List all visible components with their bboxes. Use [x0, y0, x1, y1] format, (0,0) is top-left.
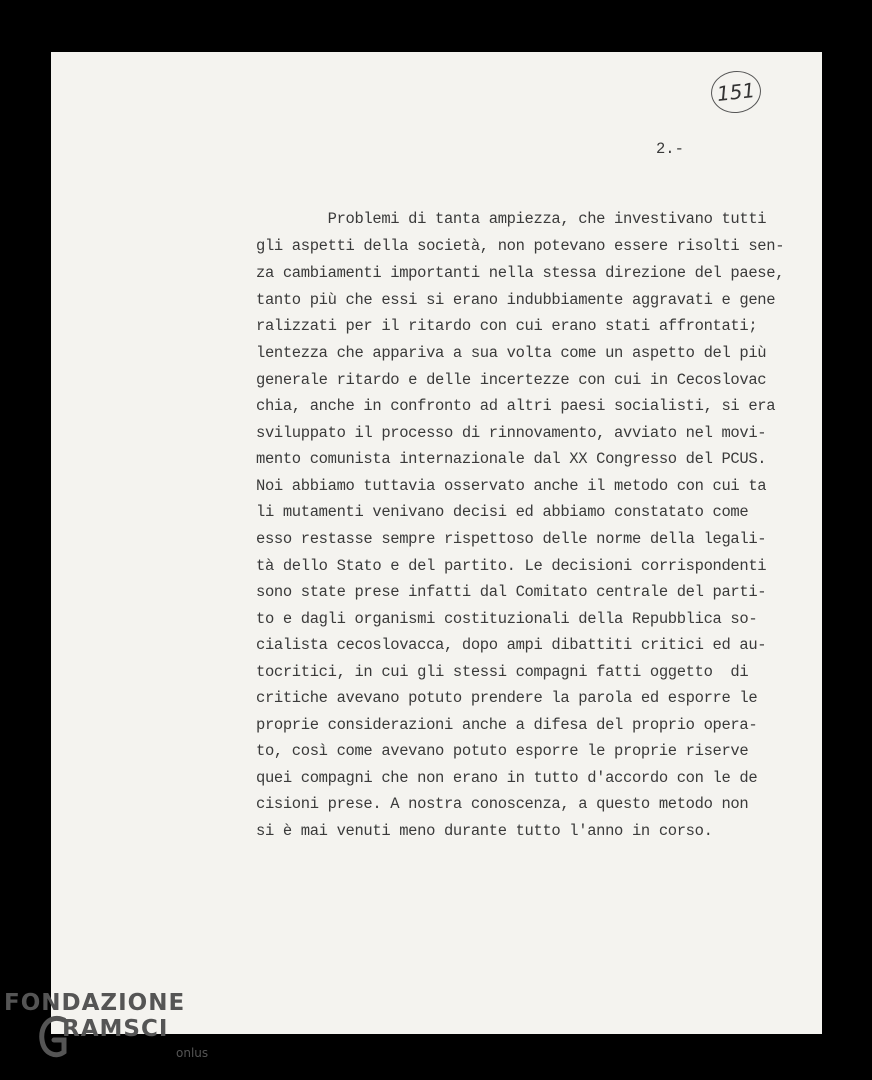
watermark-subtitle: onlus: [176, 1046, 209, 1060]
watermark-line2: RAMSCI: [62, 1016, 169, 1042]
text-line: li mutamenti venivano decisi ed abbiamo constatato come: [256, 503, 749, 521]
watermark-line1: FONDAZIONE: [4, 990, 186, 1016]
text-line: esso restasse sempre rispettoso delle norme della legali-: [256, 530, 767, 548]
text-line: gli aspetti della società, non potevano essere risolti sen-: [256, 237, 785, 255]
page-number: 2.-: [656, 140, 684, 158]
text-line: si è mai venuti meno durante tutto l'anno in corso.: [256, 822, 713, 840]
text-line: cialista cecoslovacca, dopo ampi dibattiti critici ed au-: [256, 636, 767, 654]
text-line: generale ritardo e delle incertezze con cui in Cecoslovac: [256, 371, 767, 389]
text-line: tocritici, in cui gli stessi compagni fatti oggetto di: [256, 663, 749, 681]
text-line: ralizzati per il ritardo con cui erano stati affrontati;: [256, 317, 758, 335]
text-line: critiche avevano potuto prendere la parola ed esporre le: [256, 689, 758, 707]
text-line: lentezza che appariva a sua volta come un aspetto del più: [256, 344, 767, 362]
text-line: cisioni prese. A nostra conoscenza, a questo metodo non: [256, 795, 749, 813]
foundation-watermark-logo: [0, 982, 230, 1080]
text-line: Noi abbiamo tuttavia osservato anche il metodo con cui ta: [256, 477, 767, 495]
text-line: Problemi di tanta ampiezza, che investivano tutti: [256, 210, 767, 228]
handwritten-page-annotation: 151: [709, 69, 763, 116]
text-line: za cambiamenti importanti nella stessa direzione del paese,: [256, 264, 785, 282]
text-line: chia, anche in confronto ad altri paesi socialisti, si era: [256, 397, 776, 415]
text-line: quei compagni che non erano in tutto d'accordo con le de: [256, 769, 758, 787]
text-line: sono state prese infatti dal Comitato centrale del parti-: [256, 583, 767, 601]
text-line: proprie considerazioni anche a difesa del proprio opera-: [256, 716, 758, 734]
text-line: mento comunista internazionale dal XX Congresso del PCUS.: [256, 450, 767, 468]
text-line: to e dagli organismi costituzionali della Repubblica so-: [256, 610, 758, 628]
text-line: sviluppato il processo di rinnovamento, avviato nel movi-: [256, 424, 767, 442]
text-line: tà dello Stato e del partito. Le decisioni corrispondenti: [256, 557, 767, 575]
text-line: to, così come avevano potuto esporre le proprie riserve: [256, 742, 749, 760]
text-line: tanto più che essi si erano indubbiamente aggravati e gene: [256, 291, 776, 309]
